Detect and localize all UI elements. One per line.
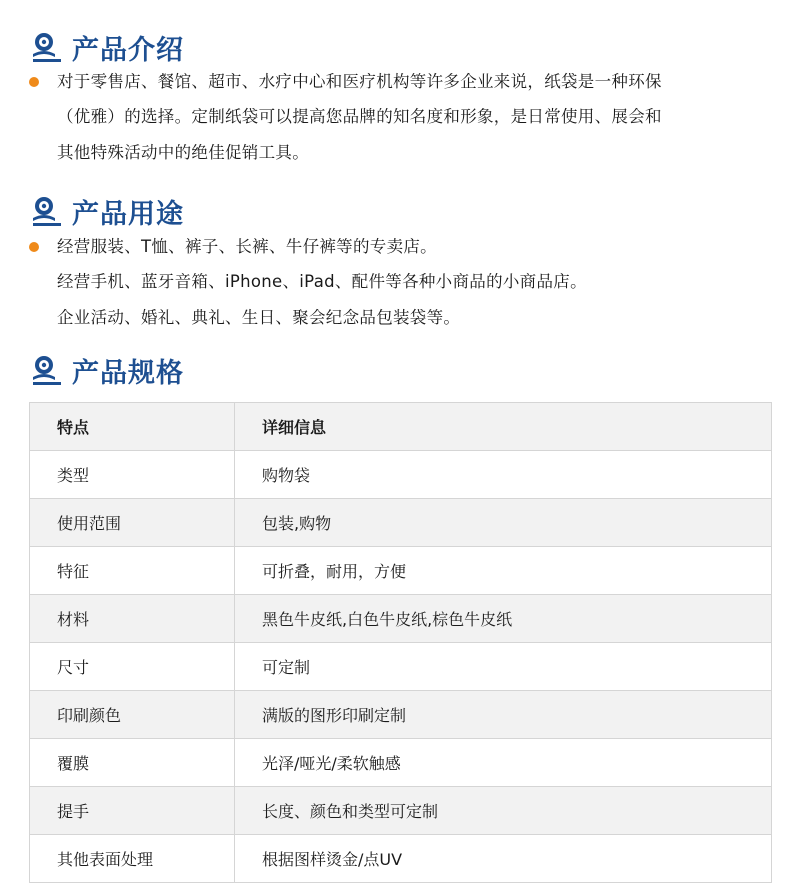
table-row bbox=[30, 595, 772, 643]
table-cell-key: 特征 bbox=[30, 547, 235, 595]
usage-line-1: 经营服装、T恤、裤子、长裤、牛仔裤等的专卖店。 bbox=[57, 237, 437, 256]
table-cell-value: 光泽/哑光/柔软触感 bbox=[235, 739, 772, 787]
table-cell-value: 满版的图形印刷定制 bbox=[235, 691, 772, 739]
person-reading-icon bbox=[30, 194, 64, 228]
table-cell-key: 材料 bbox=[30, 595, 235, 643]
spec-table bbox=[29, 402, 772, 883]
table-cell-value: 包装,购物 bbox=[235, 499, 772, 547]
usage-line-3: 企业活动、婚礼、典礼、生日、聚会纪念品包装袋等。 bbox=[57, 308, 461, 327]
table-cell-key: 其他表面处理 bbox=[30, 835, 235, 883]
table-cell-key: 提手 bbox=[30, 787, 235, 835]
section-title-text: 产品介绍 bbox=[72, 34, 184, 66]
table-cell-key: 覆膜 bbox=[30, 739, 235, 787]
table-cell-value: 购物袋 bbox=[235, 451, 772, 499]
table-cell-key: 尺寸 bbox=[30, 643, 235, 691]
intro-line-3: 其他特殊活动中的绝佳促销工具。 bbox=[57, 143, 309, 162]
table-header-feature: 特点 bbox=[30, 403, 235, 451]
section-title-text: 产品用途 bbox=[72, 198, 184, 230]
section-title-text: 产品规格 bbox=[72, 357, 184, 389]
table-row bbox=[30, 739, 772, 787]
table-cell-value: 可定制 bbox=[235, 643, 772, 691]
table-row bbox=[30, 835, 772, 883]
table-cell-value: 根据图样烫金/点UV bbox=[235, 835, 772, 883]
person-reading-icon bbox=[30, 353, 64, 387]
table-cell-key: 使用范围 bbox=[30, 499, 235, 547]
table-cell-value: 可折叠，耐用，方便 bbox=[235, 547, 772, 595]
table-header-detail: 详细信息 bbox=[235, 403, 772, 451]
table-row bbox=[30, 643, 772, 691]
table-row bbox=[30, 547, 772, 595]
table-row bbox=[30, 691, 772, 739]
section-title-usage bbox=[30, 193, 184, 229]
bullet-icon bbox=[29, 242, 39, 252]
table-row bbox=[30, 451, 772, 499]
intro-line-1: 对于零售店、餐馆、超市、水疗中心和医疗机构等许多企业来说，纸袋是一种环保 bbox=[57, 72, 662, 91]
table-row bbox=[30, 499, 772, 547]
table-cell-key: 印刷颜色 bbox=[30, 691, 235, 739]
table-row bbox=[30, 787, 772, 835]
table-header-row bbox=[30, 403, 772, 451]
usage-line-2: 经营手机、蓝牙音箱、iPhone、iPad、配件等各种小商品的小商品店。 bbox=[57, 272, 587, 291]
person-reading-icon bbox=[30, 30, 64, 64]
intro-line-2: （优雅）的选择。定制纸袋可以提高您品牌的知名度和形象，是日常使用、展会和 bbox=[57, 107, 662, 126]
bullet-icon bbox=[29, 77, 39, 87]
table-cell-value: 黑色牛皮纸,白色牛皮纸,棕色牛皮纸 bbox=[235, 595, 772, 643]
table-cell-key: 类型 bbox=[30, 451, 235, 499]
table-cell-value: 长度、颜色和类型可定制 bbox=[235, 787, 772, 835]
section-title-specs bbox=[30, 352, 184, 388]
section-title-intro bbox=[30, 29, 184, 65]
